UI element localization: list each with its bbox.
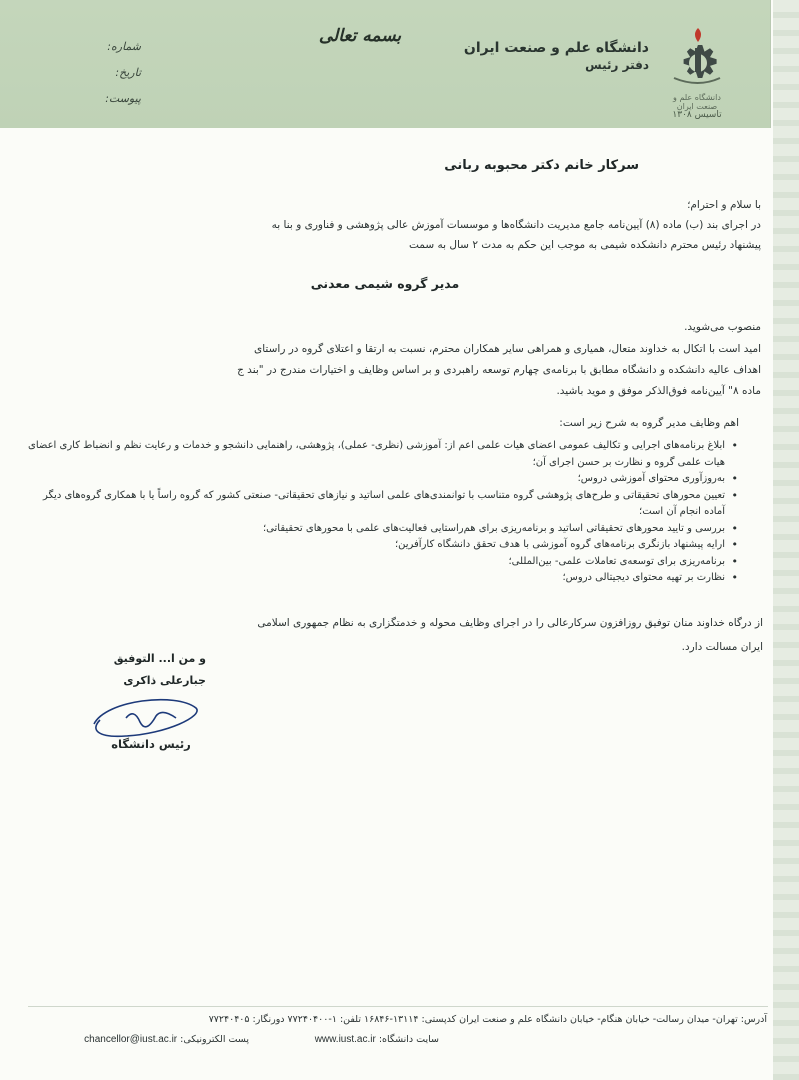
scan-edge bbox=[773, 0, 799, 1080]
list-item: • ابلاغ برنامه‌های اجرایی و تکالیف عمومی اعضای هیات علمی اعم از: آموزشی (نظری- عملی)، پژوهشی، راهنمایی دانشجو و خدمات و رعایت نظم و انضباط کاری اعضای هیات علمی گروه و نظارت بر حسن اجرای آن؛ bbox=[25, 438, 725, 471]
footer-address: آدرس: تهران- میدان رسالت- خیابان هنگام- خیابان دانشگاه علم و صنعت ایران کدپستی: ۱۳۱۱۴-۱۶۸۴۶ تلفن: ۱-۷۷۲۴۰۴۰۰ دورنگار: ۷۷۲۴۰۴۰۵ bbox=[208, 1014, 767, 1025]
website-link[interactable]: www.iust.ac.ir bbox=[314, 1034, 376, 1045]
recipient: سرکار خانم دکتر محبوبه ربانی bbox=[444, 158, 639, 173]
signer-title: رئیس دانشگاه bbox=[111, 737, 191, 751]
email-link[interactable]: chancellor@iust.ac.ir bbox=[84, 1034, 178, 1045]
footer-email bbox=[84, 1034, 249, 1045]
list-item: • به‌روزآوری محتوای آموزشی دروس؛ bbox=[25, 471, 725, 488]
list-item: • نظارت بر تهیه محتوای دیجیتالی دروس؛ bbox=[25, 570, 725, 587]
office-name: دفتر رئیس bbox=[585, 58, 649, 72]
closing-line-2: ایران مسالت دارد. bbox=[681, 641, 763, 653]
valediction: و من ا... التوفیق bbox=[113, 652, 206, 665]
closing-line-1: از درگاه خداوند منان توفیق روزافزون سرکارعالی را در اجرای وظایف محوله و خدمتگزاری به نظام جمهوری اسلامی bbox=[257, 617, 763, 629]
list-item: • تعیین محورهای تحقیقاتی و طرح‌های پژوهشی گروه متناسب با توانمندی‌های علمی اساتید و نیازهای تحقیقاتی- صنعتی کشور که گروه راساً یا با همکاری گروه‌های دیگر آماده انجام آن است؛ bbox=[25, 488, 725, 521]
established-year: تاسیس ۱۳۰۸ bbox=[672, 110, 722, 120]
duties-list bbox=[25, 438, 739, 587]
list-item: • بررسی و تایید محورهای تحقیقاتی اساتید و برنامه‌ریزی برای هم‌راستایی فعالیت‌های علمی با محورهای تحقیقاتی؛ bbox=[25, 521, 725, 538]
website-label: سایت دانشگاه: bbox=[378, 1034, 439, 1045]
signature-icon bbox=[86, 690, 204, 742]
number-label: شماره: bbox=[107, 40, 141, 53]
appointed-text: منصوب می‌شوید. bbox=[684, 321, 761, 333]
list-item: • برنامه‌ریزی برای توسعه‌ی تعاملات علمی- بین‌المللی؛ bbox=[25, 554, 725, 571]
logo-caption: دانشگاه علم و صنعت ایران bbox=[673, 93, 721, 111]
email-label: پست الکترونیکی: bbox=[180, 1034, 249, 1045]
intro-line-2: پیشنهاد رئیس محترم دانشکده شیمی به موجب این حکم به مدت ۲ سال به سمت bbox=[408, 239, 761, 251]
university-name: دانشگاه علم و صنعت ایران bbox=[463, 40, 649, 56]
university-logo-icon bbox=[668, 26, 726, 88]
footer-divider bbox=[28, 1006, 768, 1007]
hope-line-2: اهداف عالیه دانشکده و دانشگاه مطابق با برنامه‌ی چهارم توسعه راهبردی و بر اساس وظایف و اختیارات مندرج در "بند ج bbox=[237, 364, 761, 376]
footer-website bbox=[315, 1034, 439, 1045]
signer-name: جبارعلی ذاکری bbox=[123, 674, 206, 687]
intro-line-1: در اجرای بند (ب) ماده (۸) آیین‌نامه جامع مدیریت دانشگاه‌ها و موسسات آموزش عالی پژوهشی و فناوری و بنا به bbox=[271, 219, 761, 231]
duties-intro: اهم وظایف مدیر گروه به شرح زیر است: bbox=[559, 417, 739, 429]
letterhead bbox=[0, 0, 771, 128]
position-title: مدیر گروه شیمی معدنی bbox=[310, 276, 460, 291]
greeting: با سلام و احترام؛ bbox=[687, 199, 761, 211]
list-item: • ارایه پیشنهاد بازنگری برنامه‌های گروه آموزشی با هدف تحقق دانشگاه کارآفرین؛ bbox=[25, 537, 725, 554]
date-label: تاریخ: bbox=[115, 66, 141, 79]
attachment-label: پیوست: bbox=[105, 92, 141, 105]
hope-line-3: ماده ۸" آیین‌نامه فوق‌الذکر موفق و موید باشید. bbox=[556, 385, 761, 397]
bismillah: بسمه تعالی bbox=[318, 26, 402, 46]
hope-line-1: امید است با اتکال به خداوند متعال، همیاری و همراهی سایر همکاران محترم، نسبت به ارتقا و اعتلای گروه در راستای bbox=[254, 343, 761, 355]
